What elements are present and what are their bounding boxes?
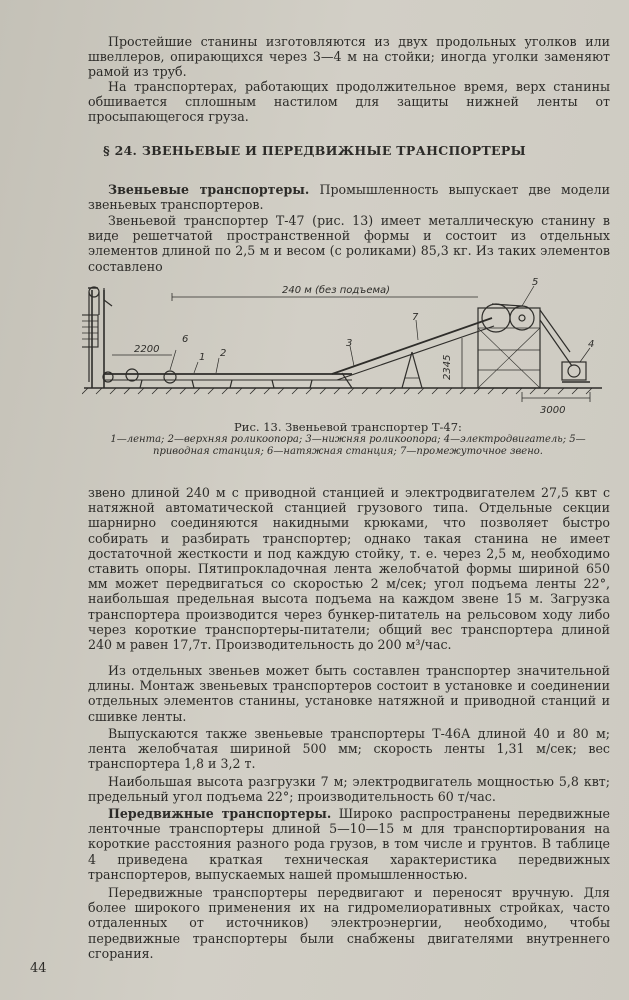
run-in-heading-link-conveyors: Звеньевые транспортеры. (108, 182, 310, 197)
figure-caption: Рис. 13. Звеньевой транспортер Т-47: (234, 420, 462, 434)
paragraph-frame-types: Простейшие станины изготовляются из двух продольных уголков или швеллеров, опирающихся через 3—4 м на стойки; иногда уголки заменяют рамой из труб. (88, 34, 610, 80)
paragraph-engines: Передвижные транспортеры передвигают и переносят вручную. Для более широкого применения их на гидромелиоративных стройках, часто отдаленных от источников) электроэнергии, необходимо, чтобы передвижные транспортеры были снабжены двигателями внутреннего сгорания. (88, 885, 610, 961)
figure-label-1: 1 (199, 352, 206, 363)
paragraph-t46a: Выпускаются также звеньевые транспортеры Т-46А длиной 40 и 80 м; лента желобчатая шириной 500 мм; скорость ленты 1,31 м/сек; вес транспортера 1,8 и 3,2 т. (88, 726, 610, 772)
figure-label-6: 6 (182, 334, 189, 345)
paragraph-link-conveyors (88, 182, 610, 212)
section-heading: § 24. ЗВЕНЬЕВЫЕ И ПЕРЕДВИЖНЫЕ ТРАНСПОРТЕРЫ (103, 143, 526, 158)
figure-label-3: 3 (346, 338, 353, 349)
figure-label-5: 5 (532, 277, 539, 288)
paragraph-mobile-conveyors (88, 806, 610, 882)
page-number: 44 (30, 961, 47, 976)
run-in-heading-mobile-conveyors: Передвижные транспортеры. (108, 806, 332, 821)
paragraph-t46a-specs: Наибольшая высота разгрузки 7 м; электродвигатель мощностью 5,8 квт; предельный угол подъема 22°; производительность 60 т/час. (88, 774, 610, 805)
paragraph-t47-details: звено длиной 240 м с приводной станцией и электродвигателем 27,5 квт с натяжной автоматической станцией грузового типа. Отдельные секции шарнирно соединяются накидными крюками, что позволяет быстро собирать и разбирать транспортер; однако такая станина не имеет достаточной жесткости и под каждую стойку, т. е. через 2,5 м, необходимо ставить опоры. Пятипрокладочная лента желобчатой формы шириной 650 мм может передвигаться со скоростью 2 м/сек; угол подъема ленты 22°, наибольшая предельная высота подъема на каждом звене 15 м. Загрузка транспортера производится через бункер-питатель на рельсовом ходу либо через короткие транспортеры-питатели; общий вес транспортера длиной 240 м равен 17,7т. Производительность до 200 м³/час. (88, 485, 610, 653)
figure-label-2: 2 (220, 348, 227, 359)
paragraph-link-conveyors-text: Промышленность выпускает две модели звеньевых транспортеров. (88, 182, 610, 213)
figure-13-conveyor-drawing (82, 270, 610, 420)
figure-legend: 1—лента; 2—верхняя роликоопора; 3—нижняя роликоопора; 4—электродвигатель; 5—приводная станция; 6—натяжная станция; 7—промежуточное звено. (110, 434, 586, 457)
paragraph-assembly: Из отдельных звеньев может быть составлен транспортер значительной длины. Монтаж звеньевых транспортеров состоит в установке и соединении отдельных элементов станины, установке натяжной и приводной станций и сшивке ленты. (88, 663, 610, 724)
dimension-label-3000: 3000 (540, 405, 566, 416)
dimension-label-240m: 240 м (без подъема) (282, 285, 391, 296)
figure-label-4: 4 (588, 339, 595, 350)
figure-label-7: 7 (412, 312, 419, 323)
paragraph-t47-intro: Звеньевой транспортер Т-47 (рис. 13) имеет металлическую станину в виде решетчатой пространственной формы и состоит из отдельных элементов длиной по 2,5 м и весом (с роликами) 85,3 кг. Из таких элементов составлено (88, 213, 610, 274)
paragraph-frame-cover: На транспортерах, работающих продолжительное время, верх станины обшивается сплошным настилом для защиты нижней ленты от просыпающегося груза. (88, 79, 610, 125)
dimension-label-2200: 2200 (134, 344, 160, 355)
paragraph-mobile-conveyors-text: Широко распространены передвижные ленточные транспортеры длиной 5—10—15 м для транспортирования на короткие расстояния разного рода грузов, в том числе и грунтов. В таблице 4 приведена краткая техническая характеристика передвижных транспортеров, выпускаемых нашей промышленностью. (88, 806, 610, 882)
dimension-label-2345: 2345 (442, 354, 453, 380)
